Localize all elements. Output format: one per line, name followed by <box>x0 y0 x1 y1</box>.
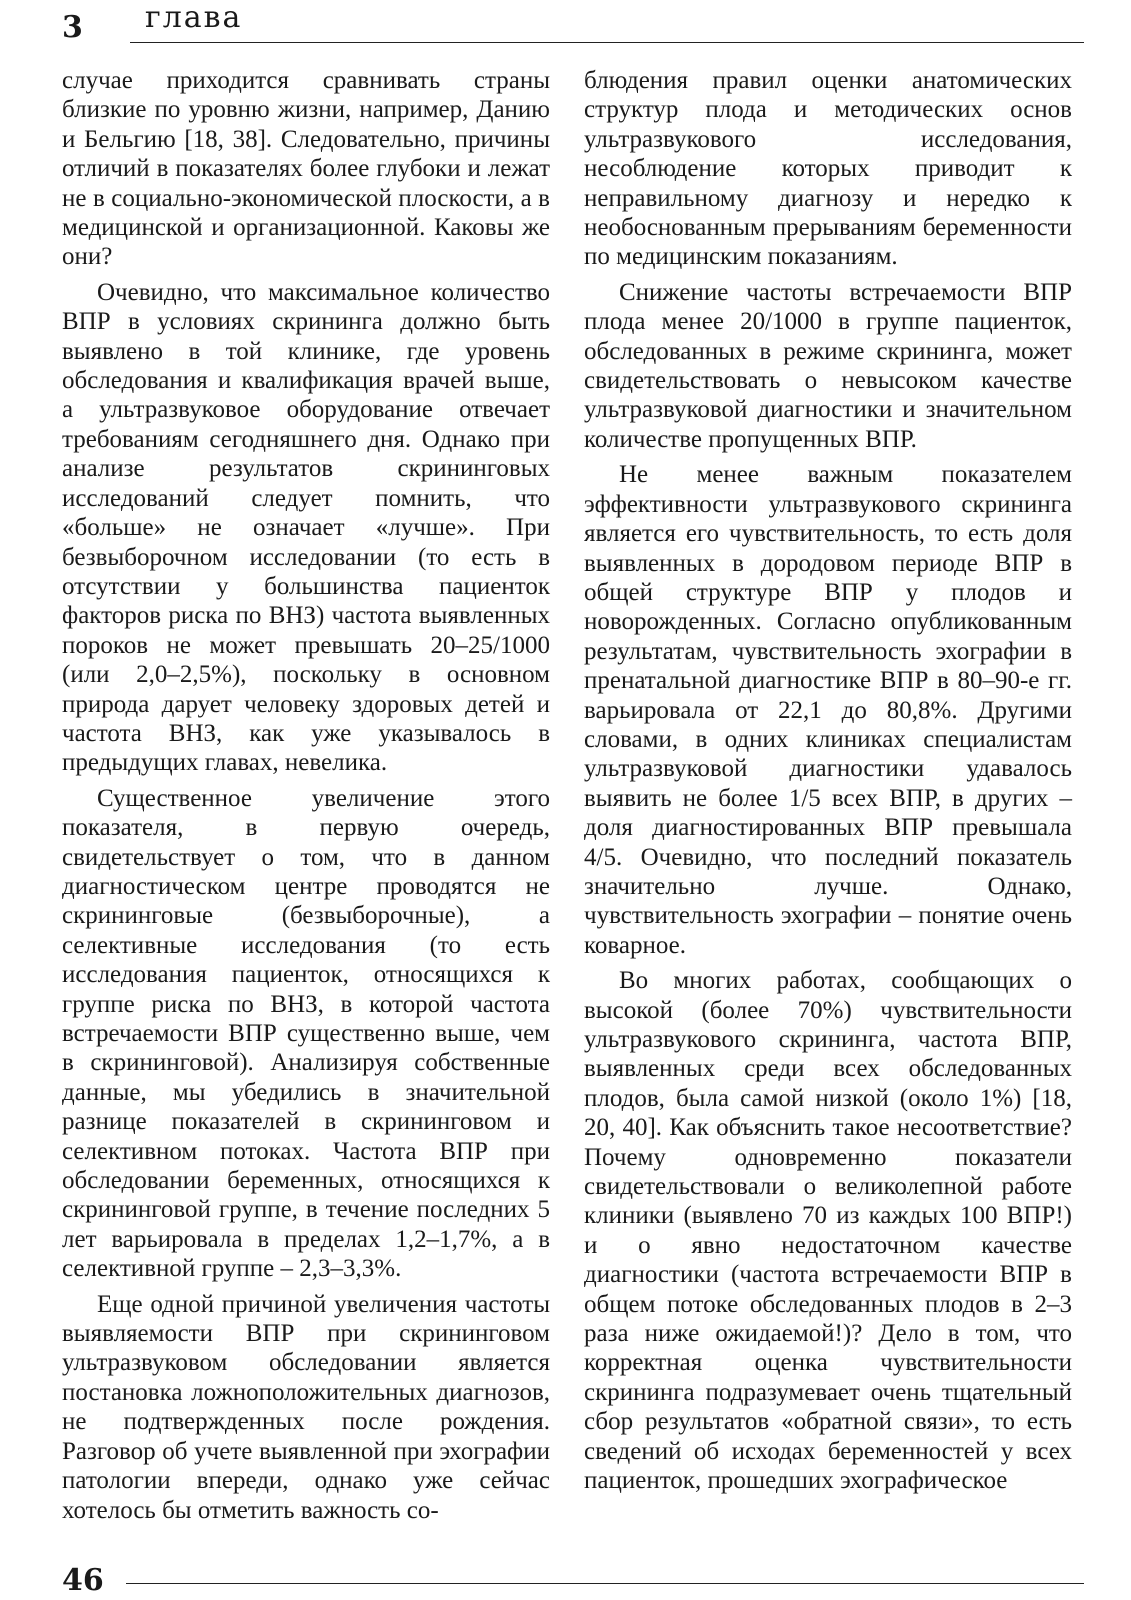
header-rule <box>130 42 1084 43</box>
page-footer <box>62 1564 1084 1600</box>
paragraph: Существенное увеличение этого показателя, в первую очередь, свидетельствует о том, что в данном диагностическом центре проводятся не скрининговые (безвыборочные), а селективные исследования (то есть исследования пациенток, относящихся к группе риска по ВНЗ, в которой частота встречаемости ВПР существенно выше, чем в скрининговой). Анализируя собственные данные, мы убедились в значительной разнице показателей в скрининговом и селективном потоках. Частота ВПР при обследовании беременных, относящихся к скрининговой группе, в течение последних 5 лет варьировала в пределах 1,2–1,7%, а в селективной группе – 2,3–3,3%. <box>62 784 550 1283</box>
chapter-label: глава <box>145 0 243 35</box>
footer-rule <box>126 1583 1084 1584</box>
paragraph: Очевидно, что максимальное количество ВПР в условиях скрининга должно быть выявлено в той клинике, где уровень обследования и квалификация врачей выше, а ультразвуковое оборудование отвечает требованиям сегодняшнего дня. Однако при анализе результатов скрининговых исследований следует помнить, что «больше» не означает «лучше». При безвыборочном исследовании (то есть в отсутствии у большинства пациенток факторов риска по ВНЗ) частота выявленных пороков не может превышать 20–25/1000 (или 2,0–2,5%), поскольку в основном природа дарует человеку здоровых детей и частота ВНЗ, как уже указывалось в предыдущих главах, невелика. <box>62 278 550 777</box>
paragraph: Еще одной причиной увеличения частоты выявляемости ВПР при скрининговом ультразвуковом обследовании является постановка ложноположительных диагнозов, не подтвержденных после рождения. Разговор об учете выявленной при эхографии патологии впереди, однако уже сейчас хотелось бы отметить важность со- <box>62 1290 550 1524</box>
paragraph: Во многих работах, сообщающих о высокой (более 70%) чувствительности ультразвукового скрининга, частота ВПР, выявленных среди всех обследованных плодов, была самой низкой (около 1%) [18, 20, 40]. Как объяснить такое несоответствие? Почему одновременно показатели свидетельствовали о великолепной работе клиники (выявлено 70 из каждых 100 ВПР!) и о явно недостаточном качестве диагностики (частота встречаемости ВПР в общем потоке обследованных плодов в 2–3 раза ниже ожидаемой!)? Дело в том, что корректная оценка чувствительности скрининга подразумевает очень тщательный сбор результатов «обратной связи», то есть сведений об исходах беременностей у всех пациенток, прошедших эхографическое <box>584 967 1072 1495</box>
page-number: 46 <box>62 1563 104 1598</box>
paragraph: блюдения правил оценки анатомических структур плода и методических основ ультразвукового исследования, несоблюдение которых приводит к неправильному диагнозу и нередко к необоснованным прерываниям беременности по медицинским показаниям. <box>584 67 1072 271</box>
running-header <box>62 0 1084 48</box>
left-column <box>62 66 550 1525</box>
paragraph: случае приходится сравнивать страны близкие по уровню жизни, например, Данию и Бельгию [18, 38]. Следовательно, причины отличий в показателях более глубоки и лежат не в социально-экономической плоскости, а в медицинской и организационной. Каковы же они? <box>62 67 550 271</box>
paragraph: Не менее важным показателем эффективности ультразвукового скрининга является его чувствительность, то есть доля выявленных в дородовом периоде ВПР в общей структуре ВПР у плодов и новорожденных. Согласно опубликованным результатам, чувствительность эхографии в пренатальной диагностике ВПР в 80–90-е гг. варьировала от 22,1 до 80,8%. Другими словами, в одних клиниках специалистам ультразвуковой диагностики удавалось выявить не более 1/5 всех ВПР, в других – доля диагностированных ВПР превышала 4/5. Очевидно, что последний показатель значительно лучше. Однако, чувствительность эхографии – понятие очень коварное. <box>584 461 1072 959</box>
paragraph: Снижение частоты встречаемости ВПР плода менее 20/1000 в группе пациенток, обследованных в режиме скрининга, может свидетельствовать о невысоком качестве ультразвуковой диагностики и значительном количестве пропущенных ВПР. <box>584 278 1072 453</box>
chapter-number: 3 <box>62 10 83 45</box>
right-column <box>584 66 1072 1496</box>
